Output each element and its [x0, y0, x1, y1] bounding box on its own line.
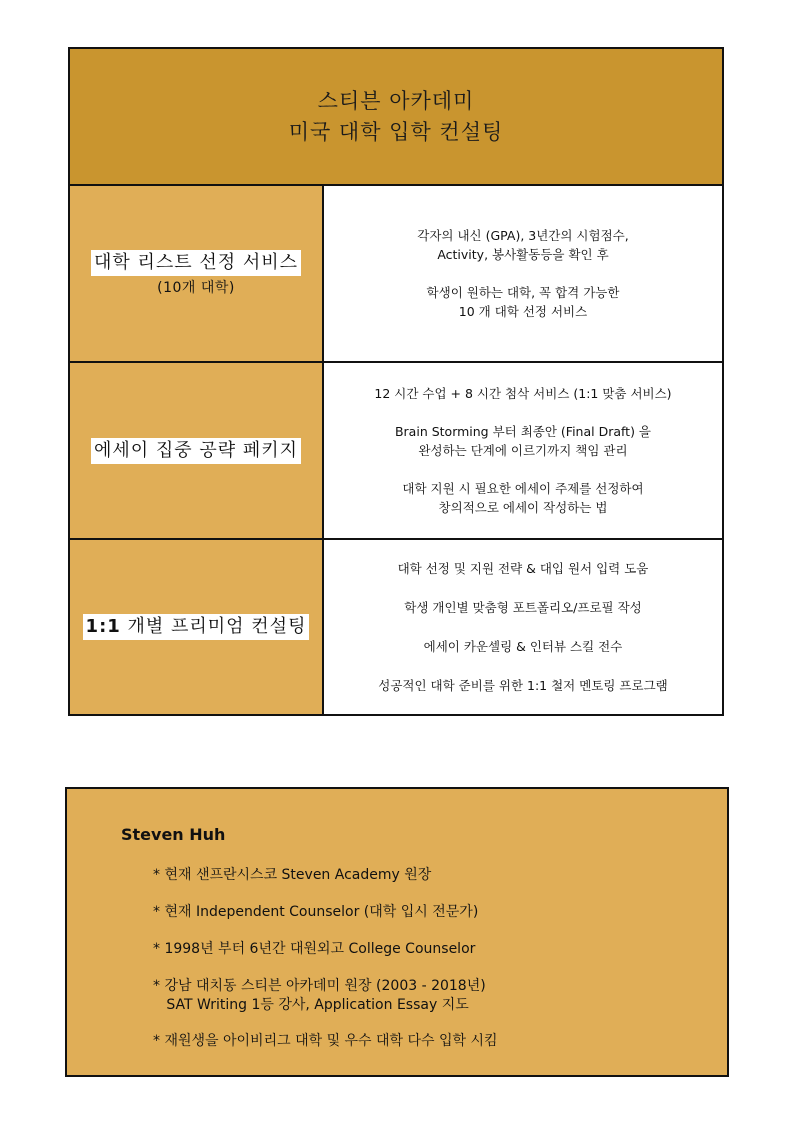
profile-name: Steven Huh — [121, 825, 226, 844]
service-title: 대학 리스트 선정 서비스 — [91, 250, 301, 276]
service-title — [83, 614, 310, 640]
profile-box — [65, 787, 729, 1077]
profile-item-line: * 현재 샌프란시스코 Steven Academy 원장 — [153, 867, 432, 883]
profile-item-line: * 1998년 부터 6년간 대원외고 College Counselor — [153, 941, 476, 957]
service-row-essay — [70, 363, 722, 540]
description-line: 학생이 원하는 대학, 꼭 합격 가능한 — [426, 285, 620, 300]
service-subtitle: (10개 대학) — [157, 279, 235, 296]
service-description-cell — [324, 363, 722, 538]
description-line: 창의적으로 에세이 작성하는 법 — [438, 500, 608, 515]
table-header — [70, 49, 722, 186]
service-title: 에세이 집중 공략 페키지 — [91, 438, 301, 464]
profile-item — [153, 977, 486, 1015]
profile-item — [153, 903, 478, 922]
profile-item-line: * 강남 대치동 스티븐 아카데미 원장 (2003 - 2018년) — [153, 978, 486, 994]
description-line: 성공적인 대학 준비를 위한 1:1 철저 멘토링 프로그램 — [378, 678, 668, 693]
academy-name: 스티븐 아카데미 — [317, 88, 475, 113]
service-label-cell — [70, 186, 324, 361]
service-row-college-list — [70, 186, 722, 363]
service-row-premium — [70, 540, 722, 714]
service-title-bold: 1:1 — [85, 616, 121, 637]
description-line: 에세이 카운셀링 & 인터뷰 스킬 전수 — [423, 639, 623, 654]
service-title-text: 개별 프리미엄 컨설팅 — [120, 616, 307, 637]
profile-item — [153, 940, 475, 959]
profile-item-line: * 현재 Independent Counselor (대학 입시 전문가) — [153, 904, 479, 920]
description-line: 대학 지원 시 필요한 에세이 주제를 선정하여 — [402, 481, 644, 496]
description-line: 학생 개인별 맞춤형 포트폴리오/프로필 작성 — [404, 600, 642, 615]
service-label-cell — [70, 363, 324, 538]
service-label-cell — [70, 540, 324, 714]
description-line: 완성하는 단계에 이르기까지 책임 관리 — [418, 443, 628, 458]
description-line: Brain Storming 부터 최종안 (Final Draft) 을 — [394, 424, 652, 439]
profile-item — [153, 1032, 498, 1051]
service-description-cell — [324, 186, 722, 361]
page-title: 미국 대학 입학 컨설팅 — [288, 119, 504, 144]
profile-item-line: * 재원생을 아이비리그 대학 및 우수 대학 다수 입학 시킴 — [153, 1033, 498, 1049]
description-line: Activity, 봉사활동등을 확인 후 — [437, 247, 609, 262]
description-line: 10 개 대학 선정 서비스 — [458, 304, 588, 319]
service-description-cell — [324, 540, 722, 714]
description-line: 12 시간 수업 + 8 시간 첨삭 서비스 (1:1 맞춤 서비스) — [374, 386, 672, 401]
profile-item — [153, 866, 431, 885]
profile-item-line: SAT Writing 1등 강사, Application Essay 지도 — [153, 997, 469, 1013]
service-table — [68, 47, 724, 716]
description-line: 대학 선정 및 지원 전략 & 대입 원서 입력 도움 — [397, 561, 649, 576]
description-line: 각자의 내신 (GPA), 3년간의 시험점수, — [417, 228, 629, 243]
